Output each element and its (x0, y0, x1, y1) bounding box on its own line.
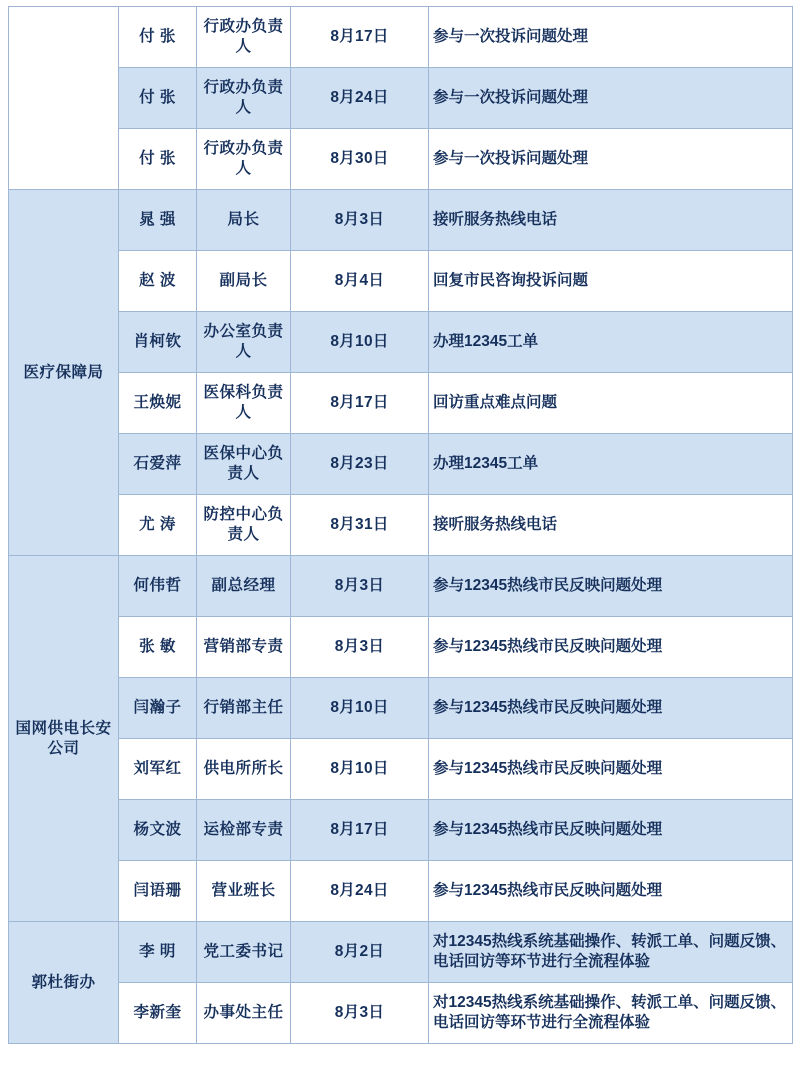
name-cell: 刘军红 (119, 739, 197, 800)
role-cell: 行政办负责人 (197, 7, 291, 68)
task-cell: 回复市民咨询投诉问题 (429, 251, 793, 312)
name-cell: 付 张 (119, 129, 197, 190)
task-cell: 对12345热线系统基础操作、转派工单、问题反馈、电话回访等环节进行全流程体验 (429, 983, 793, 1044)
date-cell: 8月4日 (291, 251, 429, 312)
name-cell: 付 张 (119, 68, 197, 129)
role-cell: 医保科负责人 (197, 373, 291, 434)
date-cell: 8月3日 (291, 190, 429, 251)
task-cell: 参与12345热线市民反映问题处理 (429, 617, 793, 678)
role-cell: 副局长 (197, 251, 291, 312)
table-row (9, 556, 793, 617)
table-row (9, 312, 793, 373)
task-cell: 接听服务热线电话 (429, 495, 793, 556)
table-row (9, 678, 793, 739)
date-cell: 8月10日 (291, 678, 429, 739)
name-cell: 张 敏 (119, 617, 197, 678)
table-row (9, 68, 793, 129)
role-cell: 办公室负责人 (197, 312, 291, 373)
name-cell: 付 张 (119, 7, 197, 68)
table-row (9, 373, 793, 434)
role-cell: 副总经理 (197, 556, 291, 617)
date-cell: 8月30日 (291, 129, 429, 190)
role-cell: 行销部主任 (197, 678, 291, 739)
date-cell: 8月24日 (291, 861, 429, 922)
task-cell: 参与12345热线市民反映问题处理 (429, 556, 793, 617)
date-cell: 8月23日 (291, 434, 429, 495)
date-cell: 8月17日 (291, 7, 429, 68)
role-cell: 办事处主任 (197, 983, 291, 1044)
date-cell: 8月10日 (291, 312, 429, 373)
role-cell: 供电所所长 (197, 739, 291, 800)
task-cell: 参与12345热线市民反映问题处理 (429, 800, 793, 861)
role-cell: 行政办负责人 (197, 129, 291, 190)
date-cell: 8月3日 (291, 556, 429, 617)
role-cell: 党工委书记 (197, 922, 291, 983)
task-cell: 参与一次投诉问题处理 (429, 129, 793, 190)
table-row (9, 129, 793, 190)
dept-cell: 医疗保障局 (9, 190, 119, 556)
name-cell: 肖柯钦 (119, 312, 197, 373)
date-cell: 8月3日 (291, 617, 429, 678)
task-cell: 参与12345热线市民反映问题处理 (429, 739, 793, 800)
date-cell: 8月3日 (291, 983, 429, 1044)
role-cell: 行政办负责人 (197, 68, 291, 129)
task-cell: 参与一次投诉问题处理 (429, 7, 793, 68)
name-cell: 李新奎 (119, 983, 197, 1044)
role-cell: 局长 (197, 190, 291, 251)
name-cell: 赵 波 (119, 251, 197, 312)
table-row (9, 434, 793, 495)
date-cell: 8月2日 (291, 922, 429, 983)
dept-cell (9, 7, 119, 190)
task-cell: 办理12345工单 (429, 312, 793, 373)
dept-cell: 国网供电长安公司 (9, 556, 119, 922)
name-cell: 闫语珊 (119, 861, 197, 922)
table-row (9, 251, 793, 312)
dept-cell: 郭杜街办 (9, 922, 119, 1044)
table-row (9, 800, 793, 861)
date-cell: 8月17日 (291, 373, 429, 434)
name-cell: 石爱萍 (119, 434, 197, 495)
name-cell: 杨文波 (119, 800, 197, 861)
role-cell: 运检部专责 (197, 800, 291, 861)
task-cell: 参与12345热线市民反映问题处理 (429, 678, 793, 739)
task-cell: 对12345热线系统基础操作、转派工单、问题反馈、电话回访等环节进行全流程体验 (429, 922, 793, 983)
role-cell: 营销部专责 (197, 617, 291, 678)
date-cell: 8月31日 (291, 495, 429, 556)
task-cell: 参与12345热线市民反映问题处理 (429, 861, 793, 922)
table-row (9, 495, 793, 556)
schedule-table (8, 6, 793, 1044)
table-row (9, 983, 793, 1044)
task-cell: 参与一次投诉问题处理 (429, 68, 793, 129)
table-row (9, 739, 793, 800)
date-cell: 8月10日 (291, 739, 429, 800)
name-cell: 李 明 (119, 922, 197, 983)
task-cell: 办理12345工单 (429, 434, 793, 495)
name-cell: 尤 涛 (119, 495, 197, 556)
table-row (9, 190, 793, 251)
name-cell: 何伟哲 (119, 556, 197, 617)
table-row (9, 7, 793, 68)
task-cell: 回访重点难点问题 (429, 373, 793, 434)
name-cell: 晁 强 (119, 190, 197, 251)
date-cell: 8月17日 (291, 800, 429, 861)
date-cell: 8月24日 (291, 68, 429, 129)
role-cell: 防控中心负责人 (197, 495, 291, 556)
table-row (9, 922, 793, 983)
task-cell: 接听服务热线电话 (429, 190, 793, 251)
table-row (9, 617, 793, 678)
name-cell: 闫瀚子 (119, 678, 197, 739)
table-row (9, 861, 793, 922)
table-body (9, 7, 793, 1044)
role-cell: 营业班长 (197, 861, 291, 922)
name-cell: 王焕妮 (119, 373, 197, 434)
role-cell: 医保中心负责人 (197, 434, 291, 495)
